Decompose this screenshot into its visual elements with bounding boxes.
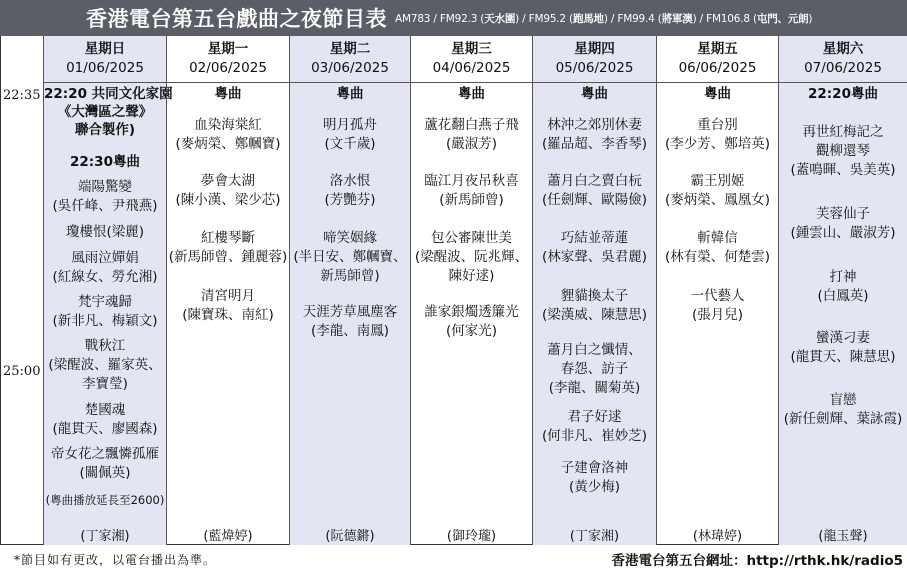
programme-line: 清宮明月 [201,288,255,304]
day-name: 星期一 [207,41,249,57]
programme-line: 梵宇魂歸 [78,294,132,310]
day-header [290,36,410,83]
day-column [43,36,173,545]
programme-line: 巧結並蒂蓮 [560,230,629,246]
day-column [532,36,656,545]
host-name: (林瑋婷) [692,529,743,544]
programme-line: 一代藝人 [690,288,745,304]
day-programme-list [411,83,532,545]
page-title: 香港電台第五台戲曲之夜節目表 [86,7,387,31]
programme-line: (芳艷芬) [324,192,376,208]
time-column [0,36,43,545]
programme-line: (陳寶珠、南紅) [182,307,274,323]
frequency-text: ) / FM106.8 ( [692,12,757,25]
programme-line: (鍾雲山、嚴淑芳) [790,225,896,241]
programme-line: 林沖之郊別休妻 [547,117,642,133]
day-name: 星期五 [697,41,738,57]
frequency-location: 將軍澳 [661,12,693,25]
programme-line: 打神 [829,269,857,285]
title-bar [0,0,907,36]
day-column [166,36,289,545]
programme-line: 蠻漢刁妻 [816,330,870,346]
programme-line: 洛水恨 [329,173,371,189]
programme-line: 《大灣區之聲》 [57,104,153,120]
programme-line: (新非凡、梅穎文) [52,313,158,329]
programme-line: 夢會太湖 [201,173,255,189]
programme-line: 血染海棠紅 [194,117,262,133]
programme-line: 帝女花之飄憐孤雁 [51,446,159,462]
day-name: 星期四 [574,41,615,57]
day-header [533,36,656,83]
programme-line: 斬韓信 [697,230,738,246]
programme-line: (羅品超、李香琴) [541,136,648,152]
programme-line: 蘆花翻白燕子飛 [424,117,519,133]
programme-line: (新任劍輝、葉詠霞) [783,411,903,427]
programme-line: (吳仟峰、尹飛燕) [52,198,158,214]
programme-line: 李寶瑩) [82,376,128,392]
frequency-text: ) [808,12,813,25]
programme-line: (李龍、關菊英) [548,380,641,396]
programme-line: 22:20粵曲 [808,86,878,102]
programme-line: 蕭月白之賣白杬 [547,173,642,189]
programme-line: (梁漢威、陳慧思) [541,307,648,323]
day-date: 07/06/2025 [804,60,882,76]
programme-line: (半日安、鄭幗寶、 [293,249,407,265]
programme-line: (白鳳英) [817,288,869,304]
day-name: 星期日 [84,41,126,57]
programme-line: 明月孤舟 [323,117,377,133]
programme-line: 天涯芳草風塵客 [302,304,398,320]
programme-line: (新馬師曾) [439,192,504,208]
programme-line: (龍貫天、廖國森) [52,421,158,437]
day-programme-list [779,83,907,545]
programme-line: 包公審陳世美 [431,230,512,246]
programme-line: 粵曲 [581,86,608,102]
programme-line: 粵曲 [704,86,731,102]
day-programme-list [533,83,656,545]
programme-line: (文千歲) [324,136,376,152]
programme-line: 霸王別姬 [690,173,745,189]
day-header [657,36,778,83]
day-date: 01/06/2025 [66,60,144,76]
programme-line: (何非凡、崔妙芝) [541,428,648,444]
host-name: (丁家湘) [569,529,620,544]
programme-line: 貍貓換太子 [560,288,629,304]
programme-line: 戰秋江 [84,338,126,354]
frequency-location: 跑馬地 [572,12,604,25]
programme-line: (黃少梅) [568,479,621,495]
programme-line: (麥炳榮、鳳凰女) [664,192,771,208]
programme-line: 子建會洛神 [560,460,629,476]
programme-line: 陳好逑) [448,268,495,284]
footer-note: *節目如有更改，以電台播出為準。 [14,553,217,567]
programme-line: 風雨泣嬋娟 [71,250,139,266]
day-date: 04/06/2025 [432,60,511,76]
programme-line: 紅樓琴斷 [201,230,255,246]
day-date: 03/06/2025 [311,60,389,76]
programme-line: 盲戀 [829,392,857,408]
host-name: (藍煒婷) [203,529,253,544]
footer-website: 香港電台第五台網址：http://rthk.hk/radio5 [611,553,903,569]
frequency-location: 天水圍 [484,12,516,25]
programme-line: (龍貫天、陳慧思) [790,349,896,365]
programme-line: (陳小漢、梁少芯) [175,192,281,208]
day-date: 06/06/2025 [678,60,757,76]
day-column [289,36,410,545]
programme-line: (梁醒波、阮兆輝、 [414,249,529,265]
frequency-text: ) / FM95.2 ( [515,12,573,25]
host-name: (阮德鏘) [325,529,375,544]
programme-line: (紅線女、勞允湘) [52,269,158,285]
programme-line: (林家聲、吳君麗) [541,249,648,265]
day-date: 05/06/2025 [555,60,634,76]
programme-line: 啼笑姻緣 [323,230,377,246]
programme-line: (林有榮、何楚雲) [664,249,771,265]
start-time: 22:35 [3,88,41,103]
programme-line: 楚國魂 [84,402,126,418]
day-header [411,36,532,83]
programme-line: 觀柳還琴 [816,143,870,159]
day-name: 星期二 [329,41,371,57]
programme-line: (關佩英) [79,465,131,481]
programme-line: (麥炳榮、鄭幗寶) [175,136,281,152]
programme-line: 芙蓉仙子 [816,206,870,222]
station-frequencies [395,11,812,26]
programme-line: 臨江月夜吊秋喜 [424,173,519,189]
programme-line: 粵曲 [458,86,485,102]
programme-line: 再世紅梅記之 [802,124,884,140]
programme-line: (蓋鳴暉、吳美英) [790,162,896,178]
day-programme-list [290,83,410,545]
programme-line: 粵曲 [214,86,242,102]
day-header [779,36,907,83]
programme-line: (張月兒) [691,307,744,323]
day-name: 星期六 [822,41,864,57]
programme-line: 聯合製作) [74,122,136,138]
frequency-text: ) / FM99.4 ( [603,12,662,25]
programme-line: 粵曲 [336,86,364,102]
programme-line: (新馬師曾、鍾麗蓉) [168,249,288,265]
day-programme-list [167,83,289,545]
programme-line: 22:30粵曲 [70,154,140,170]
host-name: (丁家湘) [80,529,130,544]
programme-line: (何家光) [445,323,498,339]
programme-line: (任劍輝、歐陽儉) [541,192,648,208]
programme-line: (李少芳、鄭培英) [664,136,771,152]
day-programme-list [44,83,173,545]
programme-line: (李龍、南鳳) [310,323,390,339]
programme-line: 蕭月白之懺情、 [547,342,642,358]
programme-line: 君子好逑 [567,409,622,425]
programme-line: 22:20 共同文化家園 [44,86,173,102]
programme-line: 重台別 [697,117,738,133]
frequency-text: AM783 / FM92.3 ( [395,12,485,25]
frequency-location: 屯門、元朗 [756,12,809,25]
day-header [167,36,289,83]
day-date: 02/06/2025 [189,60,267,76]
programme-line: (粵曲播放延長至2600) [45,493,165,507]
programme-line: 瓊樓恨(梁麗) [65,224,145,240]
day-column [778,36,907,545]
day-header [44,36,166,83]
programme-line: 春怨、訪子 [560,361,629,377]
programme-line: 新馬師曾) [320,268,380,284]
day-programme-list [657,83,778,545]
programme-line: (嚴淑芳) [445,136,498,152]
day-column [656,36,778,545]
programme-line: 誰家銀燭透簾光 [424,304,519,320]
programme-line: 端陽驚變 [78,179,132,195]
day-column [410,36,532,545]
midnight-time: 25:00 [3,364,41,379]
programme-line: (梁醒波、羅家英、 [48,357,162,373]
day-name: 星期三 [451,41,492,57]
host-name: (龍玉聲) [818,529,868,544]
host-name: (御玲瓏) [446,529,497,544]
